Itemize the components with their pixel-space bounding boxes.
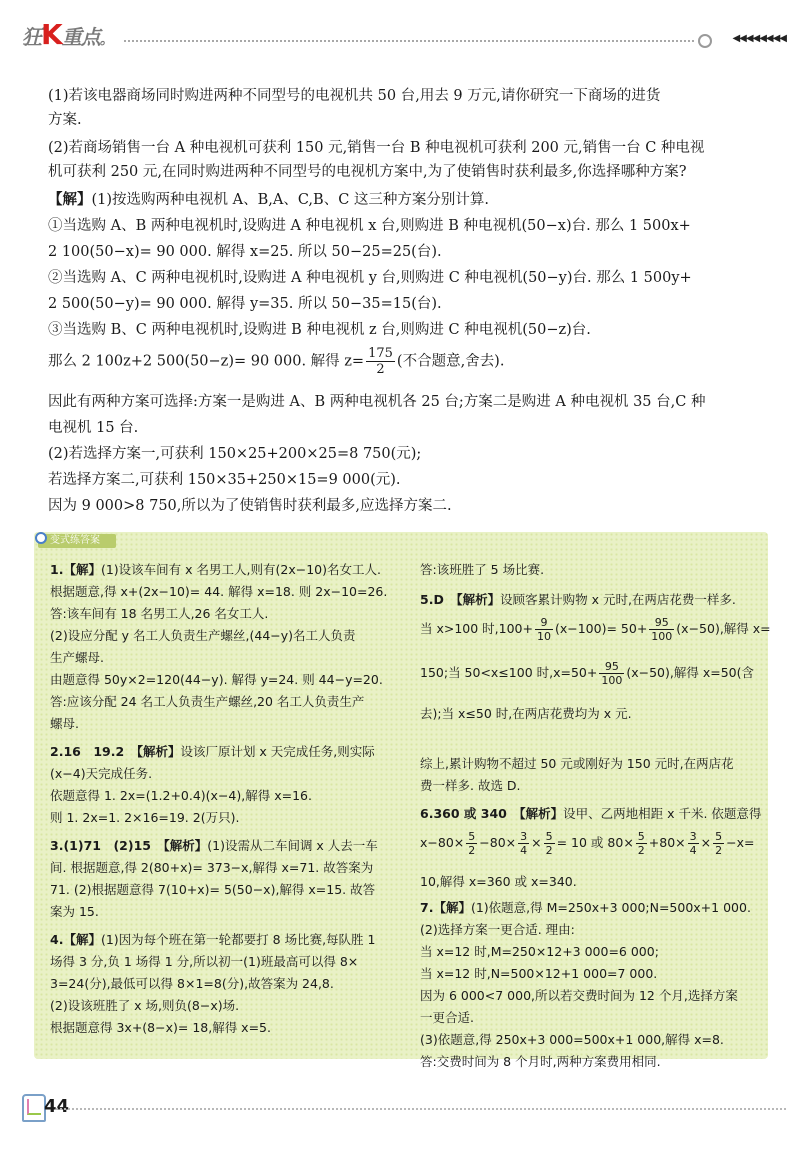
line-text: 设该厂原计划 x 天完成任务,则实际: [180, 744, 375, 759]
header-dotted-rule: [124, 40, 694, 42]
answers.left-line: [50, 996, 239, 1016]
answers.left-line: [50, 952, 358, 972]
arrow-left-icons: ◀◀◀◀◀◀◀◀: [732, 33, 786, 44]
answers.left-line: [50, 930, 375, 950]
answers.right-line: [420, 560, 544, 580]
text-segment: (不合题意,舍去).: [396, 353, 505, 370]
book-a-icon: [22, 1094, 46, 1122]
line-text: 一更合适.: [420, 1010, 474, 1025]
numerator: 5: [545, 830, 553, 843]
line-text: 生产螺母.: [50, 650, 104, 665]
answers.right-line: [420, 590, 736, 610]
fraction: [366, 346, 395, 377]
line-text: 2 500(50−y)= 90 000. 解得 y=35. 所以 50−35=15(台).: [48, 296, 442, 312]
answers.right-line: [420, 872, 577, 892]
answers-tag: [38, 534, 116, 548]
answers.left-line: [50, 560, 381, 580]
text-segment: 150;当 50<x≤100 时,x=50+: [420, 665, 598, 680]
line-text: (1)设该车间有 x 名男工人,则有(2x−10)名女工人.: [100, 562, 381, 577]
page-number-badge: [22, 1092, 72, 1122]
pin-icon: [35, 532, 47, 544]
text-segment: −x=: [726, 835, 755, 850]
line-text: 根据题意得 3x+(8−x)= 18,解得 x=5.: [50, 1020, 271, 1035]
numerator: 95: [599, 660, 624, 674]
header-end-ornament: [696, 28, 786, 58]
line-text: 因为 9 000>8 750,所以为了使销售时获利最多,应选择方案二.: [48, 498, 452, 514]
line-text: 答:应该分配 24 名工人负责生产螺丝,20 名工人负责生产: [50, 694, 365, 709]
line-text: 答:交费时间为 8 个月时,两种方案费用相同.: [420, 1054, 661, 1069]
denominator: 4: [520, 844, 528, 857]
answer-keyword: 360 或 340 【解析】: [433, 806, 564, 821]
answers.left-line: [50, 626, 356, 646]
line-text: 案为 15.: [50, 904, 99, 919]
answers.left-line: [50, 786, 312, 806]
numerator: 5: [637, 830, 645, 843]
line-text: (1)设需从二车间调 x 人去一车: [207, 838, 378, 853]
answers.left-line: [50, 764, 152, 784]
question-number: 7.: [420, 900, 434, 915]
answer-5-line-b: [420, 660, 754, 687]
main.lines-line: [48, 86, 660, 106]
answers.right-line: [420, 754, 734, 774]
answer-5-line-c: 去);当 x≤50 时,在两店花费均为 x 元.: [420, 706, 632, 721]
line-text: 间. 根据题意,得 2(80+x)= 373−x,解得 x=71. 故答案为: [50, 860, 374, 875]
answer-keyword: (1)71 (2)15 【解析】: [63, 838, 208, 853]
text-segment: +80×: [648, 835, 686, 850]
main.lines-line: [48, 216, 691, 236]
main.lines-line: [48, 470, 401, 490]
line-text: ②当选购 A、C 两种电视机时,设购进 A 种电视机 y 台,则购进 C 种电视机(50−y)台. 那么 1 500y+: [48, 270, 692, 286]
fraction: [544, 830, 555, 857]
numerator: 9: [535, 616, 553, 630]
answers.right-line: [420, 1030, 724, 1050]
main.lines-line: [48, 392, 705, 412]
line-text: (1)依题意,得 M=250x+3 000;N=500x+1 000.: [470, 900, 751, 915]
main.lines-line: [48, 320, 591, 340]
denominator: 2: [545, 844, 553, 857]
text-segment: (x−50),解得 x=50(含: [626, 665, 754, 680]
numerator: 3: [520, 830, 528, 843]
answer-keyword: D 【解析】: [433, 592, 501, 607]
fraction: [713, 830, 724, 857]
text-segment: 当 x>100 时,100+: [420, 621, 533, 636]
logo-text-post: 重点: [61, 25, 100, 49]
question-number: 4.: [50, 932, 64, 947]
denominator: 10: [536, 630, 551, 643]
main.lines-line: [48, 162, 687, 182]
answers.left-line: [50, 858, 373, 878]
numerator: 5: [715, 830, 723, 843]
line-text: (2)若商场销售一台 A 种电视机可获利 150 元,销售一台 B 种电视机可获利 200 元,销售一台 C 种电视: [48, 140, 705, 156]
answers.left-line: [50, 582, 387, 602]
text-segment: 那么 2 100z+2 500(50−z)= 90 000. 解得 z=: [48, 353, 365, 370]
line-text: 答:该班胜了 5 场比赛.: [420, 562, 545, 577]
answer-keyword: 【解】: [433, 900, 471, 915]
answers.right-line: [420, 1008, 474, 1028]
answer-6-equation: [420, 830, 755, 857]
main.lines-line: [48, 110, 82, 130]
answers.right-line: [420, 776, 521, 796]
fraction: [636, 830, 647, 857]
fraction: [688, 830, 699, 857]
line-text: (2)设该班胜了 x 场,则负(8−x)场.: [50, 998, 240, 1013]
line-text: 费一样多. 故选 D.: [420, 778, 521, 793]
answers-tag-label: 变式练答案: [50, 535, 100, 546]
fraction: [535, 616, 553, 643]
denominator: 2: [715, 844, 723, 857]
line-text: 因为 6 000<7 000,所以若交费时间为 12 个月,选择方案: [420, 988, 738, 1003]
line-text: 场得 3 分,负 1 场得 1 分,所以初一(1)班最高可以得 8×: [50, 954, 359, 969]
question-number: 3.: [50, 838, 64, 853]
line-text: 依题意得 1. 2x=(1.2+0.4)(x−4),解得 x=16.: [50, 788, 312, 803]
denominator: 2: [637, 844, 645, 857]
footer-dotted-rule: [56, 1108, 786, 1110]
answers.left-line: [50, 974, 334, 994]
answers.left-line: [50, 1018, 271, 1038]
text-segment: ×: [700, 835, 712, 850]
question-number: 5.: [420, 592, 434, 607]
answers.left-line: [50, 836, 378, 856]
fraction: [466, 830, 477, 857]
brand-logo: 狂K重点。: [22, 18, 113, 51]
line-text: 则 1. 2x=1. 2×16=19. 2(万只).: [50, 810, 240, 825]
page-number: 44: [44, 1096, 70, 1117]
line-text: 螺母.: [50, 716, 79, 731]
fraction: [518, 830, 529, 857]
line-text: 综上,累计购物不超过 50 元或刚好为 150 元时,在两店花: [420, 756, 734, 771]
main.lines-line: [48, 268, 692, 288]
line-text: 当 x=12 时,N=500×12+1 000=7 000.: [420, 966, 658, 981]
line-text: 10,解得 x=360 或 x=340.: [420, 874, 577, 889]
answers.left-line: [50, 880, 375, 900]
main.lines-line: [48, 496, 452, 516]
answers.left-line: [50, 670, 383, 690]
answers.left-line: [50, 692, 364, 712]
answers.left-line: [50, 604, 268, 624]
fraction: [649, 616, 674, 643]
answers.right-line: [420, 920, 575, 940]
logo-k: K: [41, 18, 62, 51]
denominator: 4: [689, 844, 697, 857]
line-text: 电视机 15 台.: [48, 420, 139, 436]
line-text: 设甲、乙两地相距 x 千米. 依题意得: [563, 806, 762, 821]
text-segment: (x−100)= 50+: [554, 621, 648, 636]
answer-keyword: 【解】: [63, 562, 101, 577]
line-text: (1)按选购两种电视机 A、B,A、C,B、C 这三种方案分别计算.: [91, 192, 490, 208]
denominator: 2: [376, 362, 385, 377]
answers.left-line: [50, 902, 99, 922]
page-header: [14, 14, 786, 58]
denominator: 2: [468, 844, 476, 857]
main.lines-line: [48, 294, 442, 314]
line-text: (1)若该电器商场同时购进两种不同型号的电视机共 50 台,用去 9 万元,请你研究一下商场的进货: [48, 88, 661, 104]
line-text: 若选择方案二,可获利 150×35+250×15=9 000(元).: [48, 472, 401, 488]
question-number: 2.: [50, 744, 64, 759]
answer-keyword: 【解】: [48, 192, 92, 208]
line-text: (x−4)天完成任务.: [50, 766, 153, 781]
answer-keyword: 【解】: [63, 932, 101, 947]
main.lines-line: [48, 190, 489, 210]
variant-exercise-answers: [34, 532, 771, 1069]
line-text: ①当选购 A、B 两种电视机时,设购进 A 种电视机 x 台,则购进 B 种电视机(50−x)台. 那么 1 500x+: [48, 218, 691, 234]
line-text: 设顾客累计购物 x 元时,在两店花费一样多.: [500, 592, 736, 607]
line-text: 71. (2)根据题意得 7(10+x)= 5(50−x),解得 x=15. 故答: [50, 882, 376, 897]
answers.left-line: [50, 714, 79, 734]
line-text: (3)依题意,得 250x+3 000=500x+1 000,解得 x=8.: [420, 1032, 724, 1047]
line-text: 根据题意,得 x+(2x−10)= 44. 解得 x=18. 则 2x−10=26.: [50, 584, 388, 599]
line-text: 因此有两种方案可选择:方案一是购进 A、B 两种电视机各 25 台;方案二是购进 A 种电视机 35 台,C 种: [48, 394, 706, 410]
main.lines-line: [48, 242, 442, 262]
page-footer: [0, 1064, 800, 1149]
logo-text-pre: 狂: [22, 25, 41, 49]
denominator: 100: [651, 630, 673, 643]
line-text: 由题意得 50y×2=120(44−y). 解得 y=24. 则 44−y=20.: [50, 672, 383, 687]
answers.right-line: [420, 986, 738, 1006]
text-segment: = 10 或 80×: [556, 835, 634, 850]
answer-5-line-a: [420, 616, 771, 643]
line-text: (1)因为每个班在第一轮都要打 8 场比赛,每队胜 1: [100, 932, 376, 947]
text-segment: x−80×: [420, 835, 465, 850]
equation-line-z: [48, 346, 504, 377]
text-segment: (x−50),解得 x=: [676, 621, 771, 636]
line-text: (2)设应分配 y 名工人负责生产螺丝,(44−y)名工人负责: [50, 628, 356, 643]
main.lines-line: [48, 138, 704, 158]
answers.left-line: [50, 808, 239, 828]
line-text: 当 x=12 时,M=250×12+3 000=6 000;: [420, 944, 659, 959]
line-text: 答:该车间有 18 名男工人,26 名女工人.: [50, 606, 269, 621]
main.lines-line: [48, 418, 138, 438]
line-text: (2)选择方案一更合适. 理由:: [420, 922, 575, 937]
line-text: 机可获利 250 元,在同时购进两种不同型号的电视机方案中,为了使销售时获利最多,你选择哪种方案?: [48, 164, 687, 180]
line-text: ③当选购 B、C 两种电视机时,设购进 B 种电视机 z 台,则购进 C 种电视机(50−z)台.: [48, 322, 591, 338]
numerator: 5: [468, 830, 476, 843]
line-text: 2 100(50−x)= 90 000. 解得 x=25. 所以 50−25=25(台).: [48, 244, 442, 260]
question-number: 6.: [420, 806, 434, 821]
answers.left-line: [50, 648, 104, 668]
main.lines-line: [48, 444, 421, 464]
line-text: 3=24(分),最低可以得 8×1=8(分),故答案为 24,8.: [50, 976, 334, 991]
fraction: [599, 660, 624, 687]
answers.left-line: [50, 742, 375, 762]
text-segment: ×: [531, 835, 542, 850]
answer-keyword: 16 19.2 【解析】: [63, 744, 181, 759]
numerator: 95: [649, 616, 674, 630]
answers.right-line: [420, 898, 751, 918]
denominator: 100: [601, 674, 623, 687]
numerator: 175: [368, 346, 393, 361]
text-segment: −80×: [479, 835, 517, 850]
ring-icon: [698, 34, 712, 48]
answers.right-line: [420, 942, 659, 962]
numerator: 3: [689, 830, 697, 843]
line-text: (2)若选择方案一,可获利 150×25+200×25=8 750(元);: [48, 446, 422, 462]
answers.right-line: [420, 804, 761, 824]
line-text: 方案.: [48, 112, 82, 128]
answers.right-line: [420, 964, 657, 984]
question-number: 1.: [50, 562, 64, 577]
